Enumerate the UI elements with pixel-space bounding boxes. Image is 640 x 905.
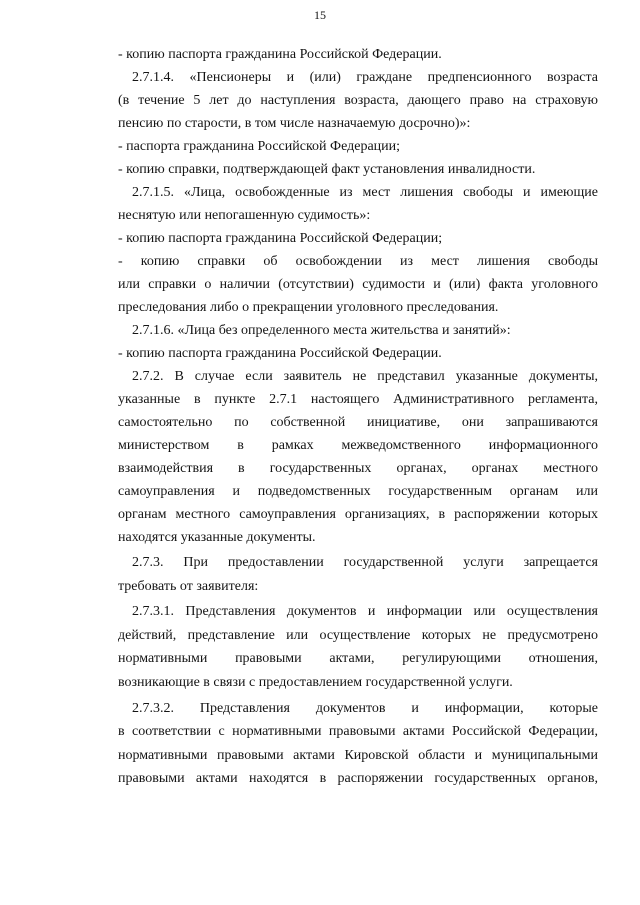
list-item-passport [118,43,598,66]
text-line: взаимодействия в государственных органах, органах местного [118,461,598,476]
document-body [118,43,598,791]
text-line: (в течение 5 лет до наступления возраста, дающего право на страховую [118,93,598,108]
text-line: пенсию по старости, в том числе назначаемую досрочно)»: [118,116,471,131]
text-line: 2.7.3.2. Представления документов и информации, которые [132,700,598,716]
text-line: указанные в пункте 2.7.1 настоящего Административного регламента, [118,392,598,407]
text-line: 2.7.2. В случае если заявитель не представил указанные документы, [132,369,598,384]
text-line: 2.7.3. При предоставлении государственной услуги запрещается [132,555,598,570]
page-number: 15 [314,8,326,22]
text-line: органам местного самоуправления организациях, в распоряжении которых [118,507,598,522]
text-line: министерством в рамках межведомственного информационного [118,438,598,453]
text-line: самостоятельно по собственной инициативе, они запрашиваются [118,415,598,430]
list-item-release-certificate [118,250,598,319]
list-item-passport-2 [118,135,598,158]
text-line: - копию паспорта гражданина Российской Федерации; [118,231,443,246]
text-line: нормативными правовыми актами, регулирующими отношения, [118,651,598,667]
section-2-7-3 [118,551,598,598]
section-2-7-2 [118,365,598,549]
text-line: 2.7.1.4. «Пенсионеры и (или) граждане предпенсионного возраста [132,70,598,85]
text-line: действий, представление или осуществление которых не предусмотрено [118,627,598,643]
section-2-7-1-5 [118,181,598,227]
text-line: 2.7.1.5. «Лица, освобожденные из мест лишения свободы и имеющие [132,185,598,200]
text-line: в соответствии с нормативными правовыми актами Российской Федерации, [118,724,598,740]
text-line: - копию справки, подтверждающей факт установления инвалидности. [118,162,536,177]
text-line: или справки о наличии (отсутствии) судимости и (или) факта уголовного [118,277,598,292]
text-line: находятся указанные документы. [118,530,316,545]
text-line: 2.7.3.1. Представления документов и информации или осуществления [132,604,598,620]
list-item-passport-3 [118,227,598,250]
list-item-disability-certificate [118,158,598,181]
text-line: - паспорта гражданина Российской Федерации; [118,139,401,154]
text-line: нормативными правовыми актами Кировской области и муниципальными [118,747,598,763]
text-line: правовыми актами находятся в распоряжении государственных органов, [118,771,598,787]
text-line: неснятую или непогашенную судимость»: [118,208,371,223]
text-line: преследования либо о прекращении уголовного преследования. [118,300,499,315]
text-line: - копию паспорта гражданина Российской Федерации. [118,47,442,62]
text-line: самоуправления и подведомственных государственным органам или [118,484,598,499]
list-item-passport-4 [118,342,598,365]
section-2-7-3-2 [118,697,598,791]
section-2-7-1-6 [118,319,598,342]
text-line: 2.7.1.6. «Лица без определенного места жительства и занятий»: [132,323,511,338]
section-2-7-3-1 [118,600,598,694]
text-line: - копию паспорта гражданина Российской Федерации. [118,346,442,361]
text-line: требовать от заявителя: [118,578,259,594]
text-line: - копию справки об освобождении из мест лишения свободы [118,254,598,269]
text-line: возникающие в связи с предоставлением государственной услуги. [118,674,513,690]
section-2-7-1-4 [118,66,598,135]
